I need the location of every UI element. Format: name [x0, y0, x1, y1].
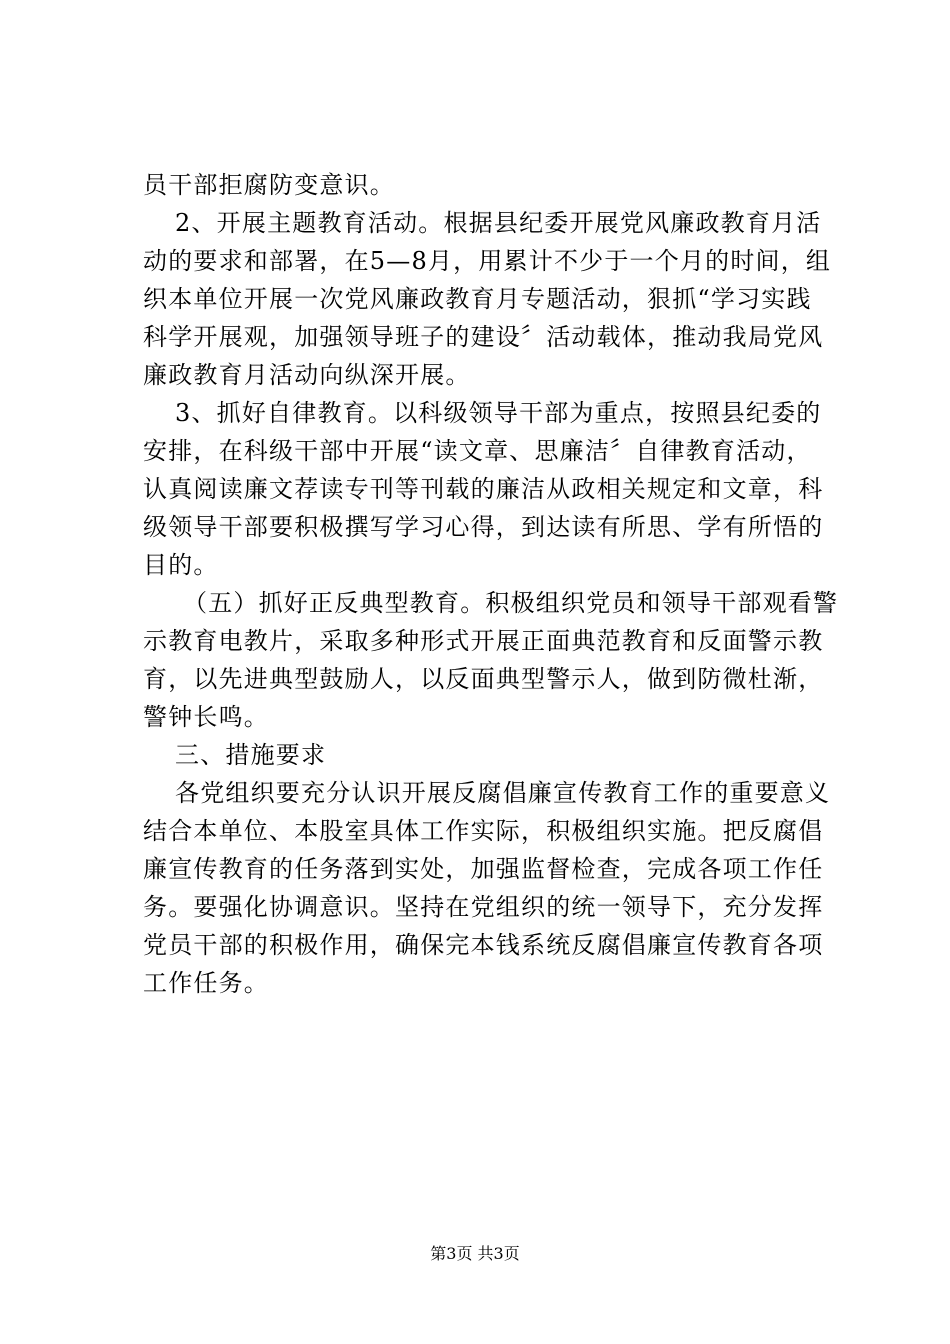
section-heading: 三、措施要求 [175, 741, 327, 769]
text-line: 认真阅读廉文荐读专刊等刊载的廉洁从政相关规定和文章，科 [143, 475, 824, 503]
text-line: 2、开展主题教育活动。根据县纪委开展党风廉政教育月活 [175, 209, 822, 237]
page-footer: 第3页 共3页 [430, 1244, 520, 1263]
text-line: 织本单位开展一次党风廉政教育月专题活动，狠抓“学习实践 [143, 285, 812, 313]
text-line: 科学开展观，加强领导班子的建设〞活动载体，推动我局党风 [143, 323, 824, 351]
text-line: 廉政教育月活动向纵深开展。 [143, 361, 471, 389]
document-body [143, 166, 839, 1002]
text-line: （五）抓好正反典型教育。积极组织党员和领导干部观看警 [183, 589, 839, 617]
text-line: 结合本单位、本股室具体工作实际，积极组织实施。把反腐倡 [143, 817, 824, 845]
text-line: 员干部拒腐防变意识。 [143, 171, 395, 199]
text-line: 警钟长鸣。 [143, 703, 269, 731]
text-line: 级领导干部要积极撰写学习心得，到达读有所思、学有所悟的 [143, 513, 824, 541]
text-line: 3、抓好自律教育。以科级领导干部为重点，按照县纪委的 [175, 399, 822, 427]
text-line: 动的要求和部署，在5—8月，用累计不少于一个月的时间，组 [143, 247, 832, 275]
text-line: 各党组织要充分认识开展反腐倡廉宣传教育工作的重要意义 [175, 779, 831, 807]
text-line: 务。要强化协调意识。坚持在党组织的统一领导下，充分发挥 [143, 893, 824, 921]
text-line: 育，以先进典型鼓励人，以反面典型警示人，做到防微杜渐， [143, 665, 824, 693]
text-line: 示教育电教片，采取多种形式开展正面典范教育和反面警示教 [143, 627, 824, 655]
text-line: 目的。 [143, 551, 219, 579]
text-line: 安排，在科级干部中开展“读文章、思廉洁〞自律教育活动， [143, 437, 812, 465]
text-line: 廉宣传教育的任务落到实处，加强监督检查，完成各项工作任 [143, 855, 824, 883]
text-line: 党员干部的积极作用，确保完本钱系统反腐倡廉宣传教育各项 [143, 931, 824, 959]
text-line: 工作任务。 [143, 969, 269, 997]
